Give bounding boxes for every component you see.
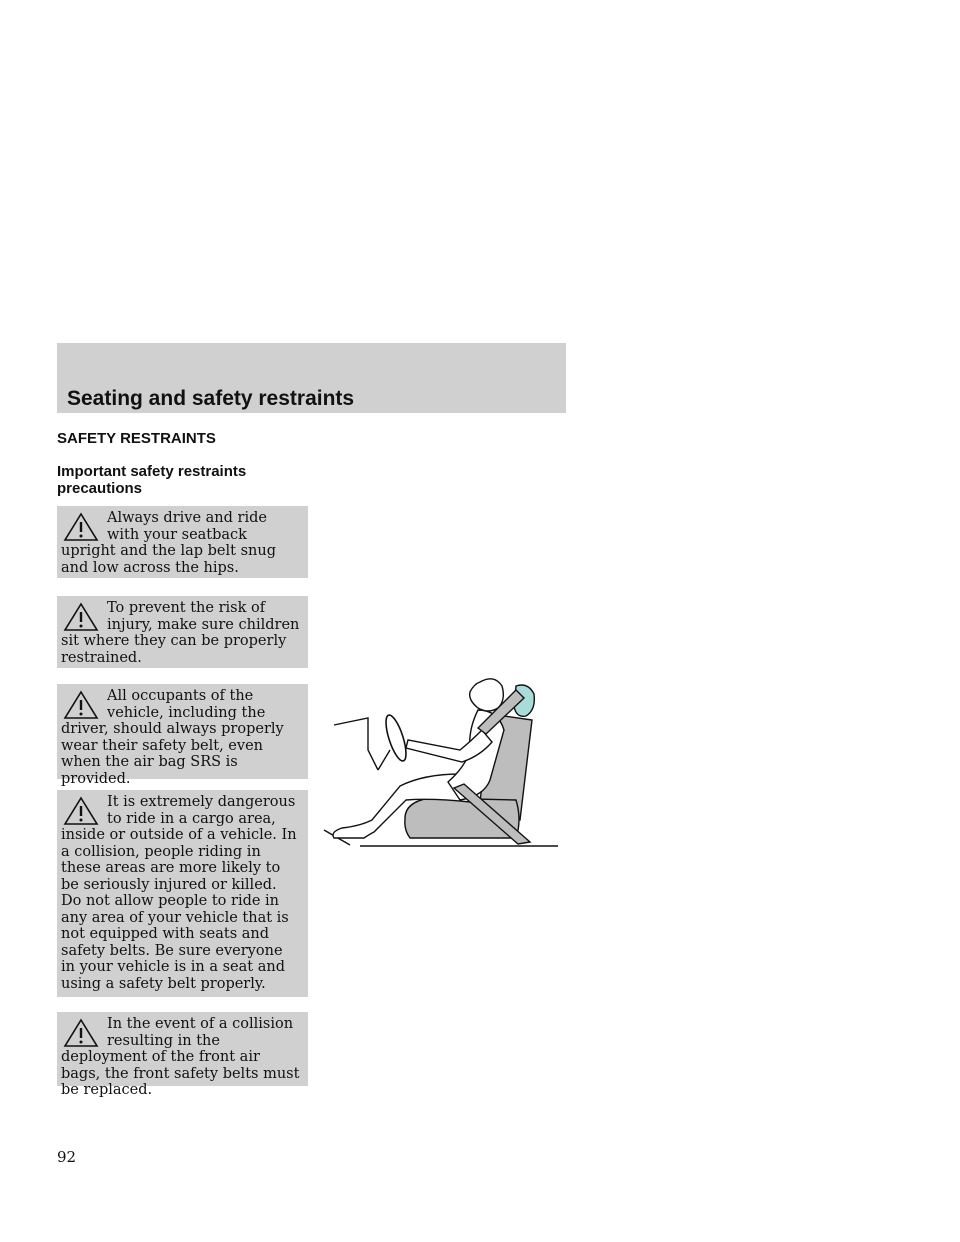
warning-triangle-icon xyxy=(63,1018,99,1048)
warning-text: All occupants of the vehicle, including the driver, should always properly wear their safety belt, even when the air bag SRS is provided. xyxy=(61,688,284,787)
warning-text: To prevent the risk of injury, make sure children sit where they can be properly restrained. xyxy=(61,600,300,666)
warning-triangle-icon xyxy=(63,512,99,542)
warning-triangle-icon xyxy=(63,690,99,720)
section-heading: SAFETY RESTRAINTS xyxy=(57,430,216,447)
warning-text: Always drive and ride with your seatback upright and the lap belt snug and low across the hips. xyxy=(61,510,276,576)
subsection-heading: Important safety restraints precautions xyxy=(57,463,247,497)
steering-column xyxy=(378,750,390,770)
warning-triangle-icon xyxy=(63,796,99,826)
occupant-head xyxy=(470,679,504,711)
warning-box xyxy=(57,790,308,997)
warning-box xyxy=(57,596,308,668)
warning-box xyxy=(57,1012,308,1098)
dashboard-outline xyxy=(334,718,378,770)
warning-text: In the event of a collision resulting in the deployment of the front air bags, the front safety belts must be replaced. xyxy=(61,1016,300,1098)
header-band xyxy=(57,343,566,413)
warning-text: It is extremely dangerous to ride in a cargo area, inside or outside of a vehicle. In a collision, people riding in these areas are more likely to be seriously injured or killed. Do not allow people to ride in any area of your vehicle that is not equipped with seats and safety belts. Be sure everyone in your vehicle is in a seat and using a safety belt properly. xyxy=(61,794,297,992)
warning-box xyxy=(57,684,308,787)
warning-box xyxy=(57,506,308,578)
warning-triangle-icon xyxy=(63,602,99,632)
seated-occupant-illustration xyxy=(320,670,560,850)
page-number: 92 xyxy=(57,1148,77,1166)
page-title: Seating and safety restraints xyxy=(67,387,355,410)
